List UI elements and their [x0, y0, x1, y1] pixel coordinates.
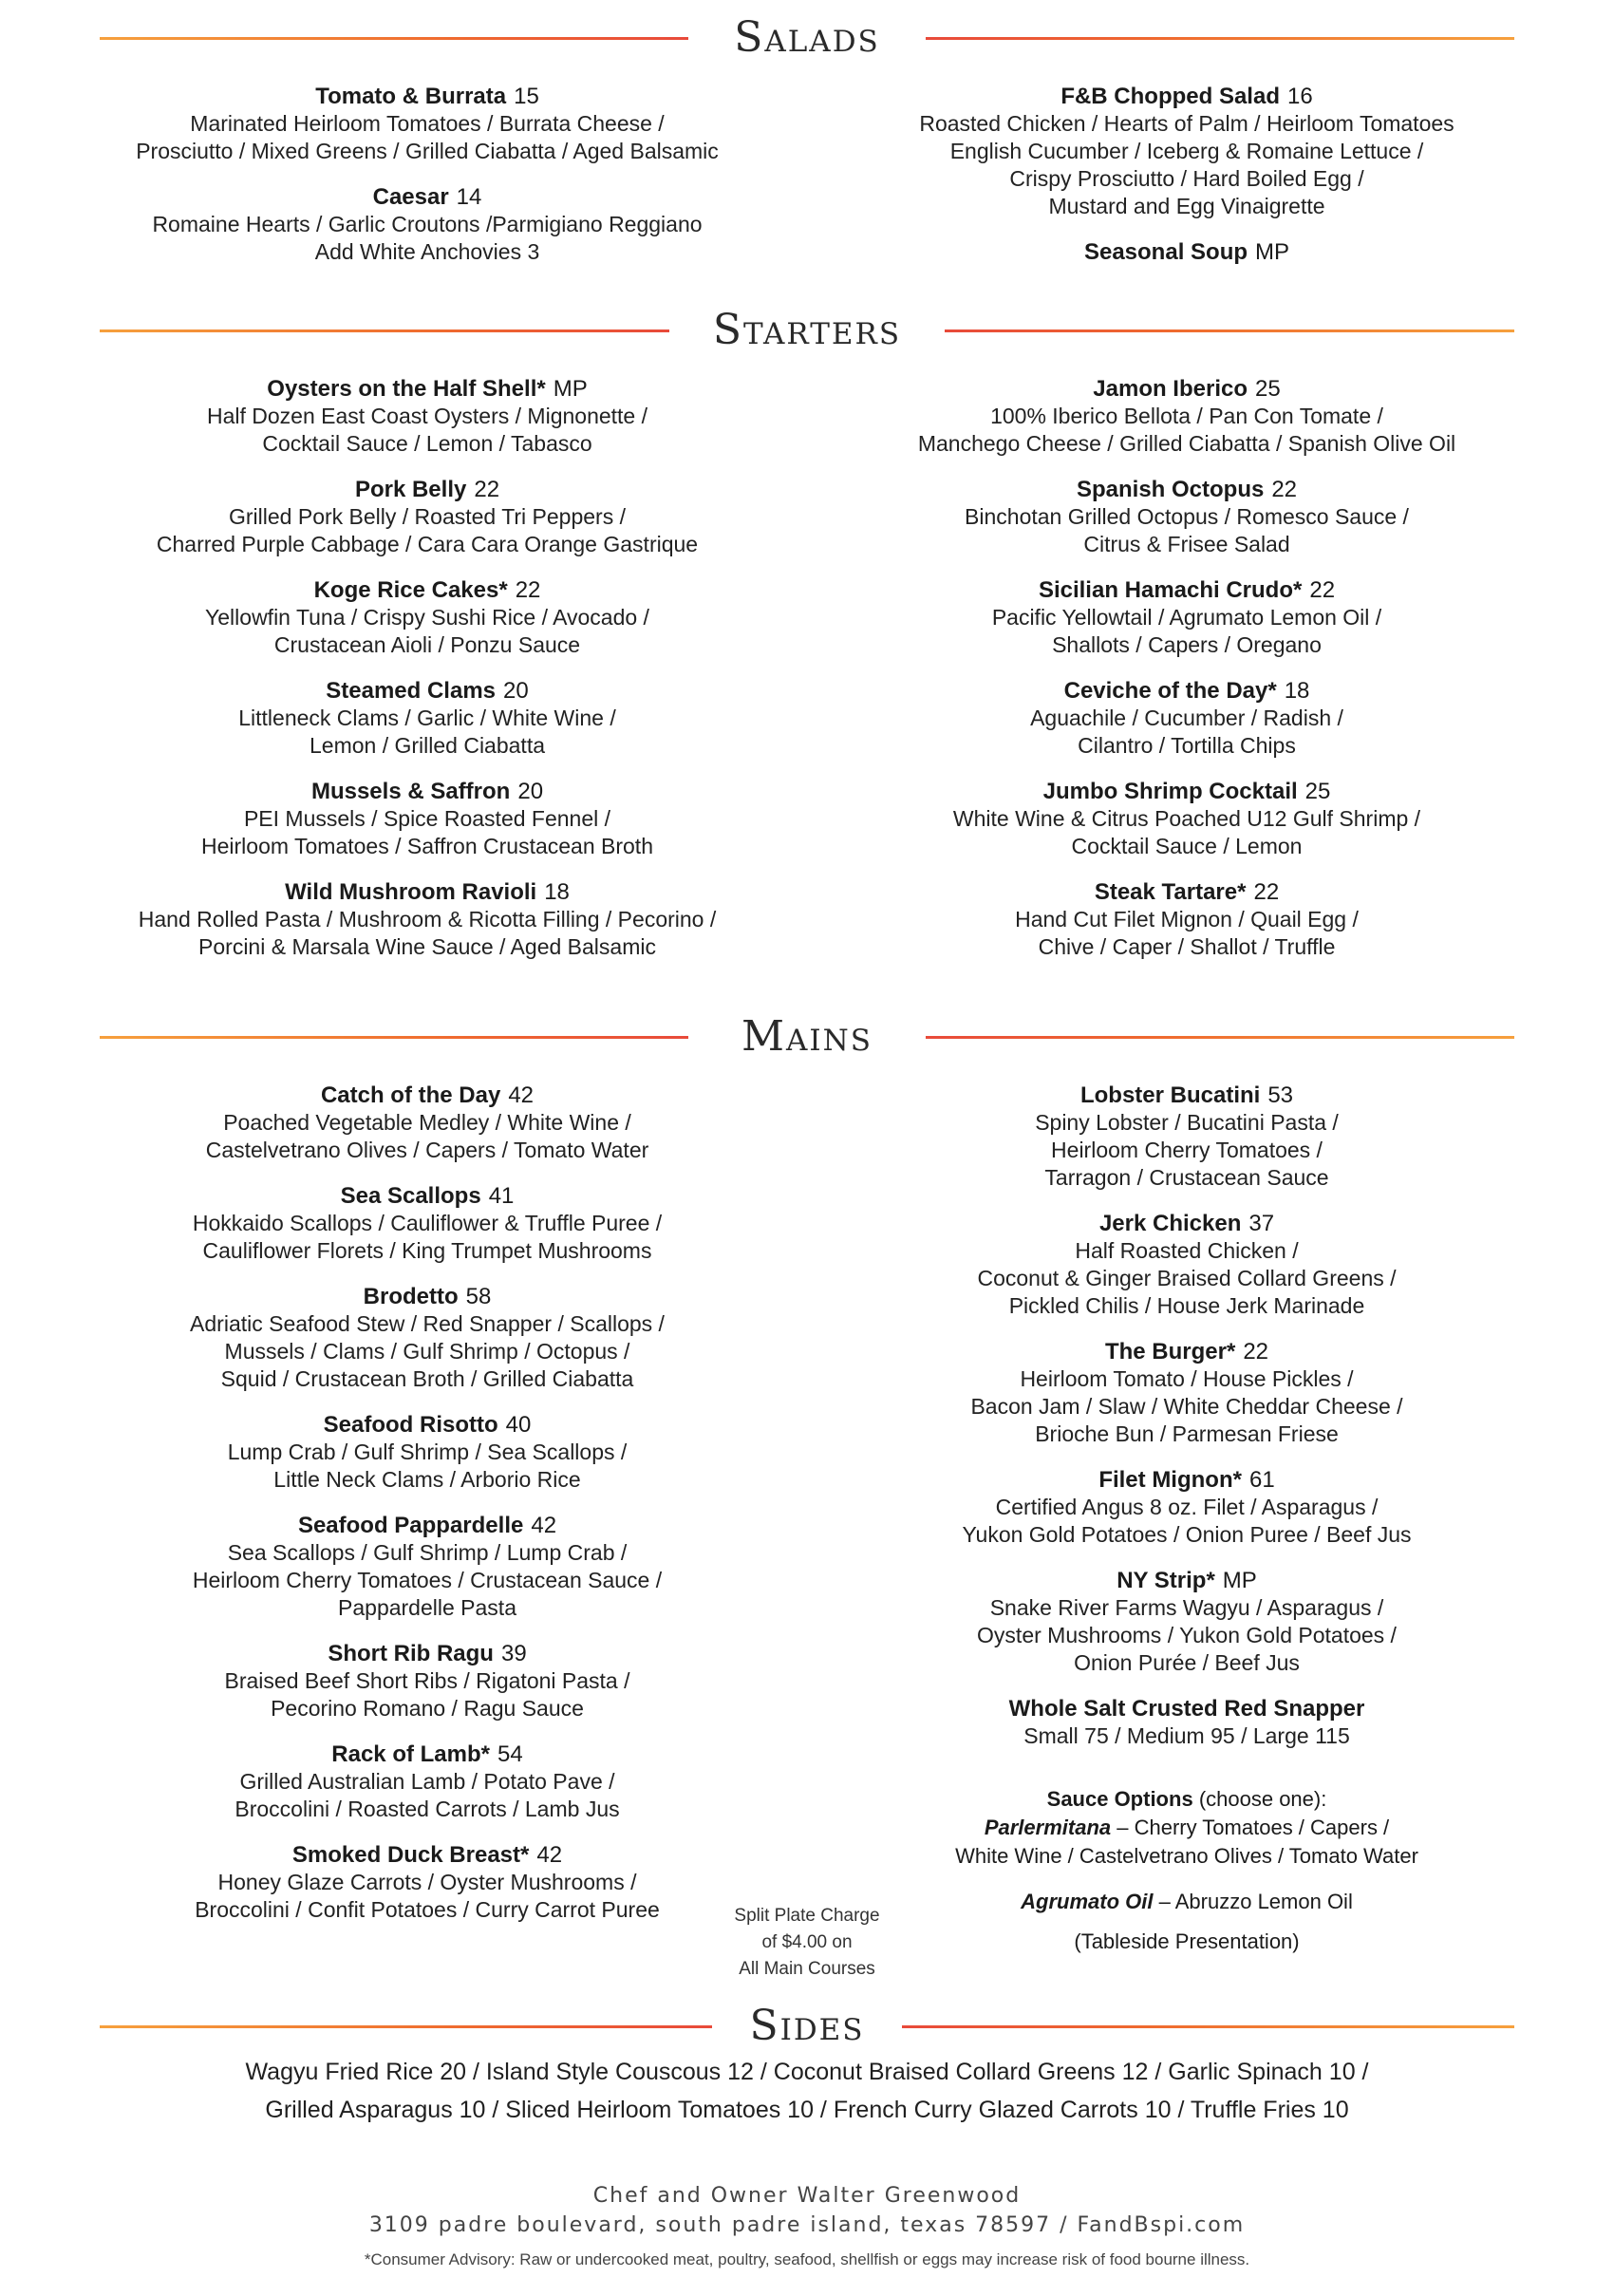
description-line: Cilantro / Tortilla Chips: [1078, 733, 1296, 758]
menu-item-description: [104, 110, 750, 165]
starters-left-column: [104, 376, 750, 980]
description-line: Cauliflower Florets / King Trumpet Mushrooms: [202, 1238, 652, 1263]
description-line: Heirloom Cherry Tomatoes / Crustacean Sauce /: [192, 1568, 663, 1592]
menu-item-price: 61: [1248, 1467, 1275, 1493]
split-note-line: of $4.00 on: [761, 1932, 853, 1952]
menu-item-name: Jamon Iberico: [1093, 376, 1248, 402]
description-line: Onion Purée / Beef Jus: [1074, 1650, 1300, 1675]
tableside-presentation: (Tableside Presentation): [1074, 1929, 1300, 1953]
split-note-line: Split Plate Charge: [734, 1906, 880, 1926]
menu-item: [104, 477, 750, 558]
section-title-salads: Salads: [734, 13, 880, 62]
description-line: PEI Mussels / Spice Roasted Fennel /: [243, 806, 611, 831]
starters-right-column: [864, 376, 1510, 980]
description-line: Chive / Caper / Shallot / Truffle: [1038, 934, 1336, 959]
description-line: Broccolini / Confit Potatoes / Curry Carrot Puree: [195, 1897, 660, 1922]
menu-item-price: 40: [505, 1412, 532, 1438]
sauce-option-1-line2: White Wine / Castelvetrano Olives / Tomato Water: [955, 1844, 1418, 1868]
menu-item-heading: [864, 779, 1510, 805]
salads-left-column: [104, 84, 750, 285]
menu-item-heading: [864, 1339, 1510, 1365]
menu-item-description: [864, 1237, 1510, 1320]
menu-item-heading: [104, 577, 750, 604]
menu-item-description: [864, 1365, 1510, 1448]
menu-item-name: Mussels & Saffron: [310, 779, 511, 804]
sauce-option-2: [864, 1888, 1510, 1916]
split-plate-note: [712, 1903, 902, 1983]
menu-item: [104, 879, 750, 961]
menu-item-price: 25: [1304, 779, 1331, 804]
description-line: Prosciutto / Mixed Greens / Grilled Ciabatta / Aged Balsamic: [136, 139, 719, 163]
menu-item-heading: [104, 1183, 750, 1210]
menu-item-description: [104, 705, 750, 760]
menu-item-heading: [864, 577, 1510, 604]
menu-item-price: 42: [508, 1082, 535, 1108]
menu-item-price: 18: [544, 879, 570, 905]
menu-item-description: [864, 705, 1510, 760]
menu-item-heading: [104, 184, 750, 211]
menu-item: [104, 1641, 750, 1722]
menu-item-heading: [864, 1467, 1510, 1494]
description-line: Sea Scallops / Gulf Shrimp / Lump Crab /: [227, 1540, 628, 1565]
menu-item-price: 42: [536, 1842, 563, 1868]
menu-item: [104, 1284, 750, 1393]
menu-item-name: Jumbo Shrimp Cocktail: [1042, 779, 1298, 804]
sides-list: [100, 2053, 1514, 2129]
section-title-starters: Starters: [712, 306, 902, 354]
description-line: Squid / Crustacean Broth / Grilled Ciabatta: [220, 1366, 634, 1391]
menu-item: [104, 1513, 750, 1622]
description-line: Add White Anchovies 3: [314, 239, 540, 264]
menu-item-heading: [104, 477, 750, 503]
split-note-line: All Main Courses: [739, 1959, 875, 1979]
sauce-options-label: Sauce Options: [1046, 1787, 1193, 1811]
menu-item-price: 58: [465, 1284, 492, 1309]
menu-item-name: Wild Mushroom Ravioli: [285, 879, 537, 905]
sauce-option-2-text: – Abruzzo Lemon Oil: [1153, 1890, 1353, 1913]
sides-line-1: Wagyu Fried Rice 20 / Island Style Couscous 12 / Coconut Braised Collard Greens 12 / Garlic Spinach 10 /: [245, 2059, 1369, 2085]
sauce-options-label-line: [864, 1785, 1510, 1814]
menu-item: [104, 184, 750, 266]
menu-item-heading: [104, 1513, 750, 1539]
menu-item-name: Steak Tartare*: [1094, 879, 1247, 905]
description-line: Aguachile / Cucumber / Radish /: [1030, 706, 1343, 730]
menu-item-heading: [864, 678, 1510, 705]
header-rule-right: [926, 37, 1514, 40]
menu-item-heading: [104, 678, 750, 705]
menu-item-description: [104, 1439, 750, 1494]
description-line: 100% Iberico Bellota / Pan Con Tomate /: [990, 404, 1383, 428]
menu-item-description: [864, 110, 1510, 220]
sides-line-2: Grilled Asparagus 10 / Sliced Heirloom Tomatoes 10 / French Curry Glazed Carrots 10 / Truffle Fries 10: [265, 2097, 1349, 2123]
description-line: Marinated Heirloom Tomatoes / Burrata Cheese /: [190, 111, 665, 136]
menu-item: [104, 678, 750, 760]
menu-item-description: [104, 1667, 750, 1722]
menu-item-name: Oysters on the Half Shell*: [267, 376, 546, 402]
menu-item: [864, 477, 1510, 558]
menu-item-price: 22: [474, 477, 500, 502]
menu-item-description: [104, 503, 750, 558]
section-header-mains: [100, 1008, 1514, 1065]
description-line: Binchotan Grilled Octopus / Romesco Sauce /: [965, 504, 1409, 529]
menu-item-heading: [104, 1412, 750, 1439]
description-line: Hand Rolled Pasta / Mushroom & Ricotta Filling / Pecorino /: [138, 907, 717, 932]
menu-item-price: 22: [515, 577, 541, 603]
header-rule-right: [945, 329, 1514, 332]
menu-item-description: [104, 1768, 750, 1823]
menu-item-heading: [104, 1082, 750, 1109]
menu-item-price: 53: [1267, 1082, 1294, 1108]
description-line: Lump Crab / Gulf Shrimp / Sea Scallops /: [227, 1440, 628, 1464]
menu-item-description: [104, 1539, 750, 1622]
menu-item-name: NY Strip*: [1117, 1568, 1215, 1593]
description-line: Grilled Australian Lamb / Potato Pave /: [239, 1769, 615, 1794]
menu-item-description: [864, 906, 1510, 961]
menu-item-price: 25: [1255, 376, 1281, 402]
menu-item-price: MP: [1255, 239, 1290, 265]
description-line: Manchego Cheese / Grilled Ciabatta / Spanish Olive Oil: [917, 431, 1456, 456]
menu-item-description: [104, 805, 750, 860]
description-line: Roasted Chicken / Hearts of Palm / Heirloom Tomatoes: [919, 111, 1454, 136]
menu-item-description: [104, 1210, 750, 1265]
menu-item-description: [864, 604, 1510, 659]
menu-item: [104, 1741, 750, 1823]
menu-item-description: [104, 1109, 750, 1164]
description-line: Snake River Farms Wagyu / Asparagus /: [989, 1595, 1384, 1620]
menu-item-price: MP: [553, 376, 588, 402]
menu-item-heading: [864, 1082, 1510, 1109]
menu-item-heading: [864, 879, 1510, 906]
description-line: Braised Beef Short Ribs / Rigatoni Pasta /: [224, 1668, 630, 1693]
menu-item-heading: [864, 84, 1510, 110]
menu-item-name: Brodetto: [363, 1284, 459, 1309]
menu-item-price: MP: [1222, 1568, 1257, 1593]
menu-item-description: [104, 1869, 750, 1924]
menu-item: [864, 1082, 1510, 1192]
menu-item-price: 42: [531, 1513, 557, 1538]
menu-item: [864, 84, 1510, 220]
menu-item-heading: [864, 477, 1510, 503]
menu-item: [864, 678, 1510, 760]
menu-item: [104, 1082, 750, 1164]
description-line: Brioche Bun / Parmesan Friese: [1035, 1421, 1339, 1446]
menu-item-price: 16: [1286, 84, 1313, 109]
description-line: Pickled Chilis / House Jerk Marinade: [1008, 1293, 1365, 1318]
description-line: Citrus & Frisee Salad: [1083, 532, 1290, 556]
menu-item-price: 41: [488, 1183, 515, 1209]
description-line: Littleneck Clams / Garlic / White Wine /: [238, 706, 616, 730]
menu-item-price: 18: [1284, 678, 1310, 704]
menu-item-name: Filet Mignon*: [1098, 1467, 1242, 1493]
menu-item-price: 22: [1271, 477, 1298, 502]
description-line: Castelvetrano Olives / Capers / Tomato Water: [205, 1138, 649, 1162]
description-line: Little Neck Clams / Arborio Rice: [273, 1467, 581, 1492]
sauce-option-1-text: – Cherry Tomatoes / Capers /: [1111, 1816, 1390, 1839]
description-line: Pecorino Romano / Ragu Sauce: [271, 1696, 584, 1721]
description-line: Cocktail Sauce / Lemon / Tabasco: [262, 431, 592, 456]
section-title-sides: Sides: [749, 2002, 865, 2050]
menu-item-heading: [104, 1842, 750, 1869]
description-line: Yellowfin Tuna / Crispy Sushi Rice / Avocado /: [205, 605, 649, 630]
description-line: Coconut & Ginger Braised Collard Greens /: [977, 1266, 1397, 1290]
menu-item: [864, 779, 1510, 860]
menu-item-description: [104, 1310, 750, 1393]
consumer-advisory: *Consumer Advisory: Raw or undercooked meat, poultry, seafood, shellfish or eggs may increase risk of food bourne illness.: [364, 2250, 1250, 2268]
menu-item-name: Spanish Octopus: [1076, 477, 1265, 502]
section-header-salads: [100, 9, 1514, 66]
description-line: Mustard and Egg Vinaigrette: [1048, 194, 1325, 218]
header-rule-right: [926, 1036, 1514, 1039]
description-line: Hokkaido Scallops / Cauliflower & Truffle Puree /: [192, 1211, 663, 1235]
menu-item-name: F&B Chopped Salad: [1060, 84, 1280, 109]
menu-item: [104, 1412, 750, 1494]
description-line: Yukon Gold Potatoes / Onion Puree / Beef Jus: [962, 1522, 1412, 1547]
description-line: Pappardelle Pasta: [338, 1595, 516, 1620]
menu-item: [104, 1183, 750, 1265]
menu-item-name: Lobster Bucatini: [1079, 1082, 1261, 1108]
menu-item-name: Sicilian Hamachi Crudo*: [1038, 577, 1303, 603]
description-line: Crustacean Aioli / Ponzu Sauce: [273, 632, 581, 657]
description-line: Shallots / Capers / Oregano: [1052, 632, 1322, 657]
menu-item-description: [104, 906, 750, 961]
description-line: Heirloom Tomatoes / Saffron Crustacean Broth: [201, 834, 653, 858]
description-line: Romaine Hearts / Garlic Croutons /Parmigiano Reggiano: [152, 212, 703, 236]
menu-item-heading: [864, 1211, 1510, 1237]
menu-item-name: Seafood Risotto: [323, 1412, 498, 1438]
menu-item-price: 22: [1253, 879, 1280, 905]
menu-item-price: 14: [456, 184, 482, 210]
sauce-options-note: (choose one):: [1198, 1787, 1327, 1811]
menu-item-name: Smoked Duck Breast*: [291, 1842, 530, 1868]
menu-item-price: 37: [1248, 1211, 1275, 1236]
menu-item-heading: [864, 1568, 1510, 1594]
menu-item-description: [104, 211, 750, 266]
menu-item-name: Catch of the Day: [320, 1082, 501, 1108]
menu-item-price: 39: [500, 1641, 527, 1666]
menu-item-heading: [104, 376, 750, 403]
description-line: Small 75 / Medium 95 / Large 115: [1023, 1723, 1350, 1748]
section-header-sides: [100, 1998, 1514, 2055]
description-line: Crispy Prosciutto / Hard Boiled Egg /: [1009, 166, 1364, 191]
menu-item-name: Tomato & Burrata: [315, 84, 507, 109]
menu-item: [104, 84, 750, 165]
description-line: Mussels / Clams / Gulf Shrimp / Octopus /: [224, 1339, 630, 1364]
description-line: Adriatic Seafood Stew / Red Snapper / Scallops /: [190, 1311, 665, 1336]
menu-item-price: 22: [1309, 577, 1336, 603]
description-line: Heirloom Cherry Tomatoes /: [1051, 1138, 1323, 1162]
menu-item-description: [864, 1722, 1510, 1750]
description-line: Honey Glaze Carrots / Oyster Mushrooms /: [217, 1870, 637, 1894]
menu-item: [864, 879, 1510, 961]
menu-item-price: 20: [503, 678, 529, 704]
description-line: Porcini & Marsala Wine Sauce / Aged Balsamic: [198, 934, 656, 959]
menu-item: [864, 376, 1510, 458]
description-line: White Wine & Citrus Poached U12 Gulf Shrimp /: [952, 806, 1421, 831]
menu-item-price: 54: [497, 1741, 523, 1767]
salads-right-column: [864, 84, 1510, 285]
mains-right-column: [864, 1082, 1510, 1769]
menu-item-description: [864, 805, 1510, 860]
menu-item: [864, 1696, 1510, 1750]
menu-item-description: [864, 1594, 1510, 1677]
menu-item: [864, 1211, 1510, 1320]
menu-item-price: 20: [517, 779, 544, 804]
description-line: Bacon Jam / Slaw / White Cheddar Cheese /: [970, 1394, 1403, 1419]
description-line: Charred Purple Cabbage / Cara Cara Orange Gastrique: [156, 532, 699, 556]
menu-item: [864, 1339, 1510, 1448]
description-line: Cocktail Sauce / Lemon: [1071, 834, 1303, 858]
restaurant-address: 3109 padre boulevard, south padre island, texas 78597 / FandBspi.com: [368, 2213, 1246, 2237]
menu-item-name: Steamed Clams: [326, 678, 497, 704]
menu-item-name: Rack of Lamb*: [331, 1741, 490, 1767]
menu-item-heading: [104, 1284, 750, 1310]
description-line: Half Dozen East Coast Oysters / Mignonette /: [206, 404, 648, 428]
sauce-option-1: [864, 1814, 1510, 1842]
menu-item-description: [864, 403, 1510, 458]
menu-item-name: Jerk Chicken: [1098, 1211, 1242, 1236]
menu-item-description: [864, 1494, 1510, 1549]
description-line: Oyster Mushrooms / Yukon Gold Potatoes /: [977, 1623, 1397, 1647]
description-line: Half Roasted Chicken /: [1075, 1238, 1299, 1263]
section-title-mains: Mains: [741, 1012, 873, 1061]
menu-item-name: Sea Scallops: [340, 1183, 481, 1209]
menu-item-description: [864, 1109, 1510, 1192]
description-line: Poached Vegetable Medley / White Wine /: [223, 1110, 631, 1135]
menu-item-name: Koge Rice Cakes*: [313, 577, 508, 603]
menu-item-heading: [864, 376, 1510, 403]
menu-item-name: Pork Belly: [354, 477, 467, 502]
description-line: Tarragon / Crustacean Sauce: [1044, 1165, 1329, 1190]
description-line: Hand Cut Filet Mignon / Quail Egg /: [1015, 907, 1359, 932]
description-line: Grilled Pork Belly / Roasted Tri Peppers /: [229, 504, 626, 529]
sauce-options: [864, 1785, 1510, 1956]
menu-item-name: The Burger*: [1104, 1339, 1236, 1364]
description-line: Broccolini / Roasted Carrots / Lamb Jus: [235, 1797, 620, 1821]
menu-item-description: [104, 403, 750, 458]
menu-item-description: [864, 503, 1510, 558]
menu-item-heading: [864, 239, 1510, 266]
menu-item-name: Seafood Pappardelle: [297, 1513, 524, 1538]
menu-item: [864, 1568, 1510, 1677]
menu-item-name: Caesar: [372, 184, 449, 210]
menu-item: [864, 1467, 1510, 1549]
menu-item-heading: [104, 779, 750, 805]
menu-item-name: Whole Salt Crusted Red Snapper: [1008, 1696, 1365, 1722]
mains-left-column: [104, 1082, 750, 1943]
menu-item-heading: [104, 1741, 750, 1768]
menu-item-price: 22: [1243, 1339, 1269, 1364]
menu-item-description: [104, 604, 750, 659]
menu-item-heading: [104, 879, 750, 906]
menu-item: [104, 779, 750, 860]
menu-item-name: Short Rib Ragu: [328, 1641, 494, 1666]
header-rule-right: [902, 2025, 1514, 2028]
menu-item-heading: [864, 1696, 1510, 1722]
description-line: Spiny Lobster / Bucatini Pasta /: [1035, 1110, 1339, 1135]
menu-item: [864, 239, 1510, 266]
sauce-option-2-name: Agrumato Oil: [1021, 1890, 1154, 1913]
description-line: Heirloom Tomato / House Pickles /: [1020, 1366, 1354, 1391]
menu-item-heading: [104, 1641, 750, 1667]
description-line: Lemon / Grilled Ciabatta: [309, 733, 545, 758]
menu-item-heading: [104, 84, 750, 110]
menu-item: [104, 577, 750, 659]
description-line: Certified Angus 8 oz. Filet / Asparagus /: [995, 1495, 1379, 1519]
description-line: Pacific Yellowtail / Agrumato Lemon Oil /: [991, 605, 1382, 630]
sauce-option-1-name: Parlermitana: [984, 1816, 1112, 1839]
section-header-starters: [100, 302, 1514, 359]
menu-item-price: 15: [514, 84, 539, 109]
chef-credit: Chef and Owner Walter Greenwood: [592, 2184, 1022, 2208]
menu-item: [104, 1842, 750, 1924]
menu-item: [864, 577, 1510, 659]
menu-item: [104, 376, 750, 458]
description-line: English Cucumber / Iceberg & Romaine Lettuce /: [949, 139, 1424, 163]
menu-item-name: Seasonal Soup: [1083, 239, 1248, 265]
menu-item-name: Ceviche of the Day*: [1063, 678, 1277, 704]
